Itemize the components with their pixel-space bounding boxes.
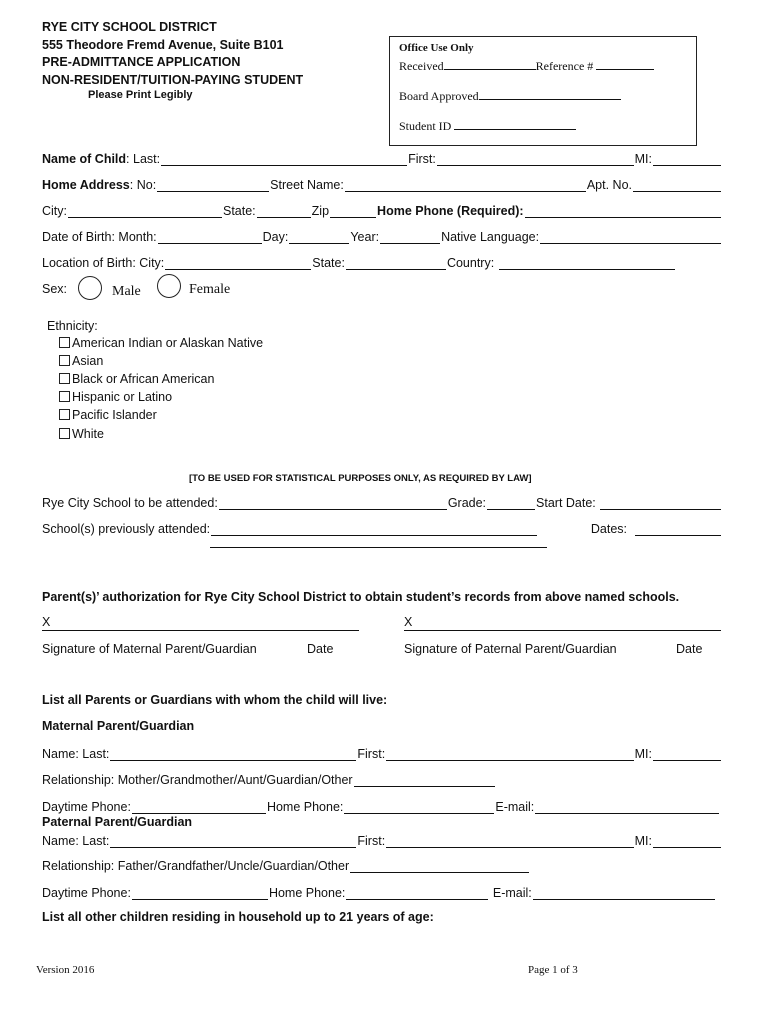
maternal-last-label: Name: Last: [42,747,110,761]
city-label: City: [42,204,67,218]
school-prev-field[interactable] [211,522,537,536]
home-phone-field[interactable] [525,204,721,218]
home-address-row [42,176,722,192]
city-row [42,202,722,218]
checkbox-icon[interactable] [59,409,70,420]
apt-field[interactable] [633,178,721,192]
birth-state-field[interactable] [346,256,446,270]
street-field[interactable] [345,178,586,192]
ethnicity-option[interactable]: Asian [59,354,103,368]
maternal-first-field[interactable] [386,747,633,761]
ethnicity-option[interactable]: Pacific Islander [59,408,157,422]
version-text: Version 2016 [36,964,95,976]
maternal-home-phone-label: Home Phone: [266,800,344,814]
maternal-mi-label: MI: [634,747,652,761]
paternal-relationship-field[interactable] [350,859,529,873]
paternal-relationship-label: Relationship: Father/Grandfather/Uncle/Guardian/Other [42,859,350,873]
child-name-label: Name of Child [42,152,127,166]
grade-field[interactable] [487,496,535,510]
ethnicity-option[interactable]: Hispanic or Latino [59,390,172,404]
ethnicity-label: Ethnicity: [47,319,98,333]
street-label: Street Name: [270,178,344,192]
zip-field[interactable] [330,204,376,218]
maternal-date-label: Date [307,642,334,656]
board-approved-label: Board Approved [399,89,479,103]
maternal-relationship-label: Relationship: Mother/Grandmother/Aunt/Guardian/Other [42,773,353,787]
received-label: Received [399,59,444,73]
child-first-field[interactable] [437,152,634,166]
maternal-name-row [42,745,722,761]
birth-city-label: Location of Birth: City: [42,256,165,270]
maternal-signature-label: Signature of Maternal Parent/Guardian [42,642,257,656]
maternal-home-phone-field[interactable] [344,800,494,814]
paternal-mi-label: MI: [634,834,652,848]
dob-day-label: Day: [262,230,289,244]
child-name-row [42,150,722,166]
paternal-relationship-row [42,857,530,873]
dob-year-field[interactable] [380,230,440,244]
paternal-last-field[interactable] [110,834,356,848]
office-use-box [389,36,697,146]
checkbox-icon[interactable] [59,337,70,348]
maternal-day-phone-label: Daytime Phone: [42,800,131,814]
school-attend-row [42,494,722,510]
dob-day-field[interactable] [289,230,349,244]
male-label: Male [112,284,141,299]
district-address: 555 Theodore Fremd Avenue, Suite B101 [42,38,284,52]
dob-month-label: Date of Birth: Month: [42,230,157,244]
female-radio[interactable] [157,274,181,298]
sex-label: Sex: [42,282,68,296]
male-radio[interactable] [78,276,102,300]
maternal-first-label: First: [357,747,386,761]
paternal-last-label: Name: Last: [42,834,110,848]
reference-field[interactable] [596,57,654,70]
child-mi-label: MI: [634,152,652,166]
maternal-phone-row [42,798,720,814]
application-title: PRE-ADMITTANCE APPLICATION [42,55,241,69]
start-date-field[interactable] [600,496,721,510]
maternal-email-label: E-mail: [495,800,535,814]
checkbox-icon[interactable] [59,391,70,402]
paternal-day-phone-label: Daytime Phone: [42,886,131,900]
ethnicity-option[interactable]: White [59,427,104,441]
x-mark: X [42,615,51,629]
maternal-email-field[interactable] [535,800,719,814]
maternal-mi-field[interactable] [653,747,721,761]
address-no-label: : No: [129,178,157,192]
school-prev-label: School(s) previously attended: [42,522,211,536]
paternal-name-row [42,832,722,848]
dates-label: Dates: [590,522,628,536]
parents-heading: List all Parents or Guardians with whom the child will live: [42,693,388,707]
native-language-field[interactable] [540,230,721,244]
start-date-label: Start Date: [536,496,596,510]
paternal-home-phone-field[interactable] [346,886,488,900]
birth-city-field[interactable] [165,256,311,270]
dates-field[interactable] [635,522,721,536]
maternal-day-phone-field[interactable] [132,800,266,814]
received-field[interactable] [444,57,536,70]
ethnicity-option[interactable]: American Indian or Alaskan Native [59,336,263,350]
birth-country-field[interactable] [499,256,675,270]
checkbox-icon[interactable] [59,355,70,366]
school-prev-row [42,520,722,536]
native-language-label: Native Language: [441,230,540,244]
paternal-heading: Paternal Parent/Guardian [42,815,193,829]
x-mark: X [404,615,413,629]
statistical-note: [TO BE USED FOR STATISTICAL PURPOSES ONLY, AS REQUIRED BY LAW] [189,473,532,484]
home-phone-label: Home Phone (Required): [377,204,524,218]
paternal-signature-field[interactable] [404,615,721,631]
paternal-first-field[interactable] [386,834,633,848]
ethnicity-option[interactable]: Black or African American [59,372,214,386]
female-label: Female [189,282,231,297]
paternal-date-label: Date [676,642,703,656]
birth-country-label: Country: [446,256,495,270]
authorization-text: Parent(s)’ authorization for Rye City School District to obtain student’s records from above named schools. [42,590,680,604]
grade-label: Grade: [447,496,487,510]
district-name: RYE CITY SCHOOL DISTRICT [42,20,217,34]
student-type: NON-RESIDENT/TUITION-PAYING STUDENT [42,73,304,87]
city-field[interactable] [68,204,222,218]
state-field[interactable] [257,204,311,218]
maternal-heading: Maternal Parent/Guardian [42,719,195,733]
print-note: Please Print Legibly [88,89,193,101]
dob-row [42,228,722,244]
paternal-first-label: First: [357,834,386,848]
apt-label: Apt. No. [586,178,632,192]
maternal-last-field[interactable] [110,747,356,761]
paternal-phone-row [42,884,716,900]
children-heading: List all other children residing in household up to 21 years of age: [42,910,434,924]
board-approved-field[interactable] [479,87,621,100]
student-id-field[interactable] [454,117,576,130]
checkbox-icon[interactable] [59,428,70,439]
birth-location-row [42,254,676,270]
dob-month-field[interactable] [158,230,262,244]
paternal-home-phone-label: Home Phone: [268,886,346,900]
checkbox-icon[interactable] [59,373,70,384]
school-attend-label: Rye City School to be attended: [42,496,218,510]
reference-label: Reference # [535,59,594,73]
page-number: Page 1 of 3 [528,964,578,976]
paternal-email-field[interactable] [533,886,715,900]
child-last-field[interactable] [161,152,407,166]
maternal-signature-field[interactable] [42,615,359,631]
home-address-label: Home Address [42,178,130,192]
address-no-field[interactable] [157,178,269,192]
paternal-day-phone-field[interactable] [132,886,268,900]
paternal-mi-field[interactable] [653,834,721,848]
extra-school-field[interactable] [210,547,547,548]
child-mi-field[interactable] [653,152,721,166]
paternal-signature-label: Signature of Paternal Parent/Guardian [404,642,617,656]
maternal-relationship-field[interactable] [354,773,495,787]
student-id-label: Student ID [399,119,452,133]
child-last-label: : Last: [126,152,161,166]
state-label: State: [223,204,256,218]
zip-label: Zip [311,204,330,218]
dob-year-label: Year: [350,230,380,244]
school-attend-field[interactable] [219,496,447,510]
maternal-relationship-row [42,771,496,787]
office-use-title: Office Use Only [399,42,474,54]
child-first-label: First: [408,152,436,166]
paternal-email-label: E-mail: [492,886,532,900]
birth-state-label: State: [312,256,345,270]
